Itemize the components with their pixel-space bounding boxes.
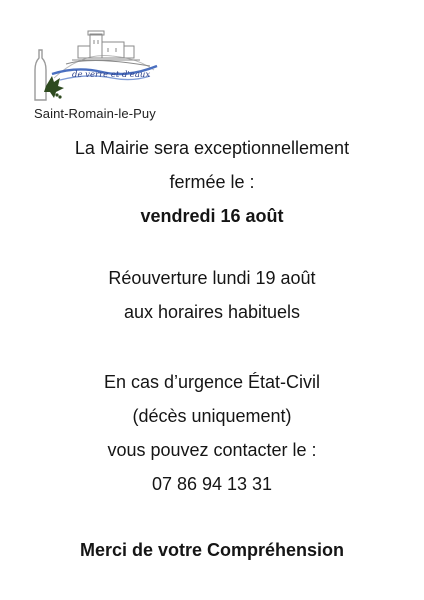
emergency-line-3: vous pouvez contacter le : — [107, 440, 317, 460]
emergency-line-1: En cas d’urgence État-Civil — [103, 372, 321, 392]
reopening-line-1: Réouverture lundi 19 août — [108, 268, 316, 288]
reopening-line-2: aux horaires habituels — [123, 302, 301, 322]
town-name: Saint-Romain-le-Puy — [34, 106, 156, 121]
closure-line-1: La Mairie sera exceptionnellement — [74, 138, 350, 158]
logo-tagline — [72, 70, 150, 80]
town-logo — [32, 26, 172, 130]
castle-logo-graphic — [32, 26, 172, 106]
bottle-icon — [35, 50, 46, 100]
closure-line-2: fermée le : — [169, 172, 255, 192]
emergency-line-2: (décès uniquement) — [132, 406, 292, 426]
emergency-phone: 07 86 94 13 31 — [151, 474, 273, 494]
thanks-line: Merci de votre Compréhension — [79, 540, 345, 560]
closure-date: vendredi 16 août — [140, 206, 284, 226]
logo-tagline-part1: de verre — [72, 70, 109, 80]
logo-tagline-part2: et d'eaux — [110, 70, 151, 80]
